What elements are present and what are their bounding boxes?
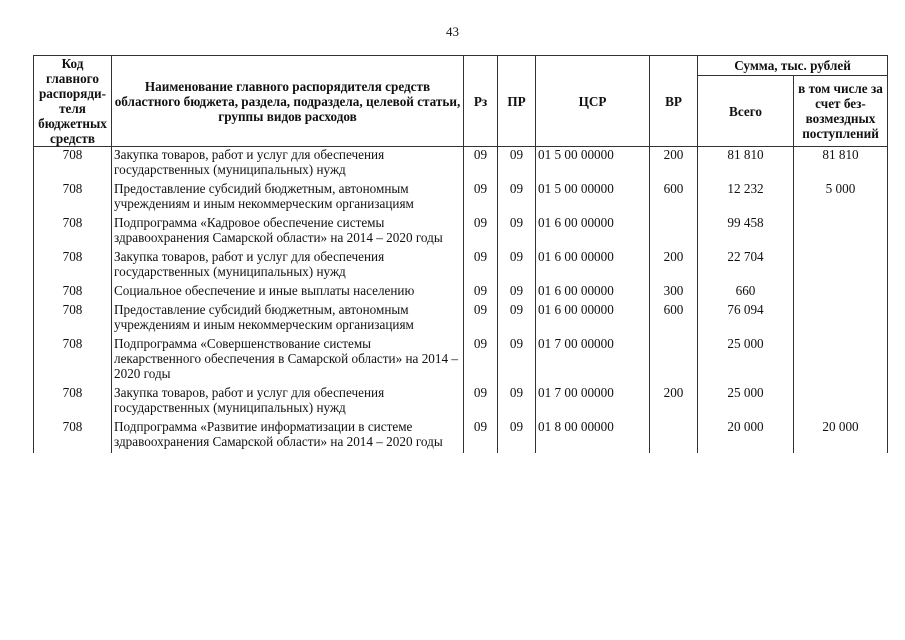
table-row (34, 302, 888, 336)
cell-csr: 01 8 00 00000 (536, 419, 650, 453)
cell-pr: 09 (498, 215, 536, 249)
header-name: Наименование главного распорядителя средств областного бюджета, раздела, подраздела, целевой статьи, группы видов расходов (112, 56, 464, 147)
cell-rz: 09 (464, 215, 498, 249)
header-pr: ПР (498, 56, 536, 147)
table-header (34, 56, 888, 147)
header-vr: ВР (650, 56, 698, 147)
cell-pr: 09 (498, 336, 536, 385)
cell-rz: 09 (464, 336, 498, 385)
cell-pr: 09 (498, 385, 536, 419)
cell-vr (650, 215, 698, 249)
cell-rz: 09 (464, 249, 498, 283)
header-csr: ЦСР (536, 56, 650, 147)
cell-total: 76 094 (698, 302, 794, 336)
cell-name: Закупка товаров, работ и услуг для обеспечения государственных (муниципальных) нужд (112, 385, 464, 419)
header-rz: Рз (464, 56, 498, 147)
table-row (34, 283, 888, 302)
table-row (34, 385, 888, 419)
table-row (34, 249, 888, 283)
cell-csr: 01 6 00 00000 (536, 249, 650, 283)
cell-vr: 600 (650, 302, 698, 336)
cell-name: Закупка товаров, работ и услуг для обеспечения государственных (муниципальных) нужд (112, 249, 464, 283)
cell-code: 708 (34, 181, 112, 215)
budget-table (33, 55, 888, 453)
cell-total: 660 (698, 283, 794, 302)
cell-pr: 09 (498, 181, 536, 215)
cell-vr: 200 (650, 147, 698, 182)
cell-pr: 09 (498, 147, 536, 182)
cell-code: 708 (34, 283, 112, 302)
cell-csr: 01 6 00 00000 (536, 302, 650, 336)
header-total: Всего (698, 76, 794, 147)
cell-code: 708 (34, 336, 112, 385)
table-row (34, 147, 888, 182)
cell-pr: 09 (498, 283, 536, 302)
cell-csr: 01 7 00 00000 (536, 385, 650, 419)
table-row (34, 419, 888, 453)
cell-name: Подпрограмма «Кадровое обеспечение системы здравоохранения Самарской области» на 2014 – 2020 годы (112, 215, 464, 249)
header-code: Код главного распорядителя бюджетных средств (34, 56, 112, 147)
table-row (34, 336, 888, 385)
cell-gratuitous: 5 000 (794, 181, 888, 215)
cell-vr (650, 336, 698, 385)
table-row (34, 215, 888, 249)
cell-gratuitous (794, 302, 888, 336)
cell-total: 25 000 (698, 385, 794, 419)
cell-vr: 200 (650, 249, 698, 283)
cell-name: Социальное обеспечение и иные выплаты населению (112, 283, 464, 302)
cell-gratuitous: 20 000 (794, 419, 888, 453)
cell-gratuitous (794, 215, 888, 249)
header-sum: Сумма, тыс. рублей (698, 56, 888, 76)
cell-rz: 09 (464, 302, 498, 336)
cell-csr: 01 5 00 00000 (536, 147, 650, 182)
cell-vr: 300 (650, 283, 698, 302)
cell-vr: 600 (650, 181, 698, 215)
cell-code: 708 (34, 147, 112, 182)
cell-pr: 09 (498, 302, 536, 336)
cell-csr: 01 5 00 00000 (536, 181, 650, 215)
cell-gratuitous (794, 283, 888, 302)
cell-rz: 09 (464, 419, 498, 453)
table-body (34, 147, 888, 454)
cell-code: 708 (34, 302, 112, 336)
cell-total: 99 458 (698, 215, 794, 249)
cell-rz: 09 (464, 181, 498, 215)
cell-name: Подпрограмма «Совершенствование системы лекарственного обеспечения в Самарской области» на 2014 – 2020 годы (112, 336, 464, 385)
cell-gratuitous (794, 385, 888, 419)
cell-code: 708 (34, 249, 112, 283)
header-gratuitous: в том числе за счет безвозмездных поступлений (794, 76, 888, 147)
cell-total: 20 000 (698, 419, 794, 453)
cell-gratuitous: 81 810 (794, 147, 888, 182)
cell-csr: 01 7 00 00000 (536, 336, 650, 385)
cell-csr: 01 6 00 00000 (536, 283, 650, 302)
cell-total: 22 704 (698, 249, 794, 283)
cell-code: 708 (34, 215, 112, 249)
cell-name: Закупка товаров, работ и услуг для обеспечения государственных (муниципальных) нужд (112, 147, 464, 182)
cell-csr: 01 6 00 00000 (536, 215, 650, 249)
cell-pr: 09 (498, 249, 536, 283)
cell-total: 12 232 (698, 181, 794, 215)
cell-vr (650, 419, 698, 453)
cell-vr: 200 (650, 385, 698, 419)
cell-rz: 09 (464, 283, 498, 302)
cell-gratuitous (794, 336, 888, 385)
cell-code: 708 (34, 385, 112, 419)
cell-gratuitous (794, 249, 888, 283)
cell-pr: 09 (498, 419, 536, 453)
cell-rz: 09 (464, 385, 498, 419)
page-number: 43 (446, 24, 459, 39)
cell-total: 81 810 (698, 147, 794, 182)
cell-name: Предоставление субсидий бюджетным, автономным учреждениям и иным некоммерческим организациям (112, 302, 464, 336)
cell-rz: 09 (464, 147, 498, 182)
cell-total: 25 000 (698, 336, 794, 385)
cell-code: 708 (34, 419, 112, 453)
table-row (34, 181, 888, 215)
cell-name: Подпрограмма «Развитие информатизации в системе здравоохранения Самарской области» на 2014 – 2020 годы (112, 419, 464, 453)
cell-name: Предоставление субсидий бюджетным, автономным учреждениям и иным некоммерческим организациям (112, 181, 464, 215)
